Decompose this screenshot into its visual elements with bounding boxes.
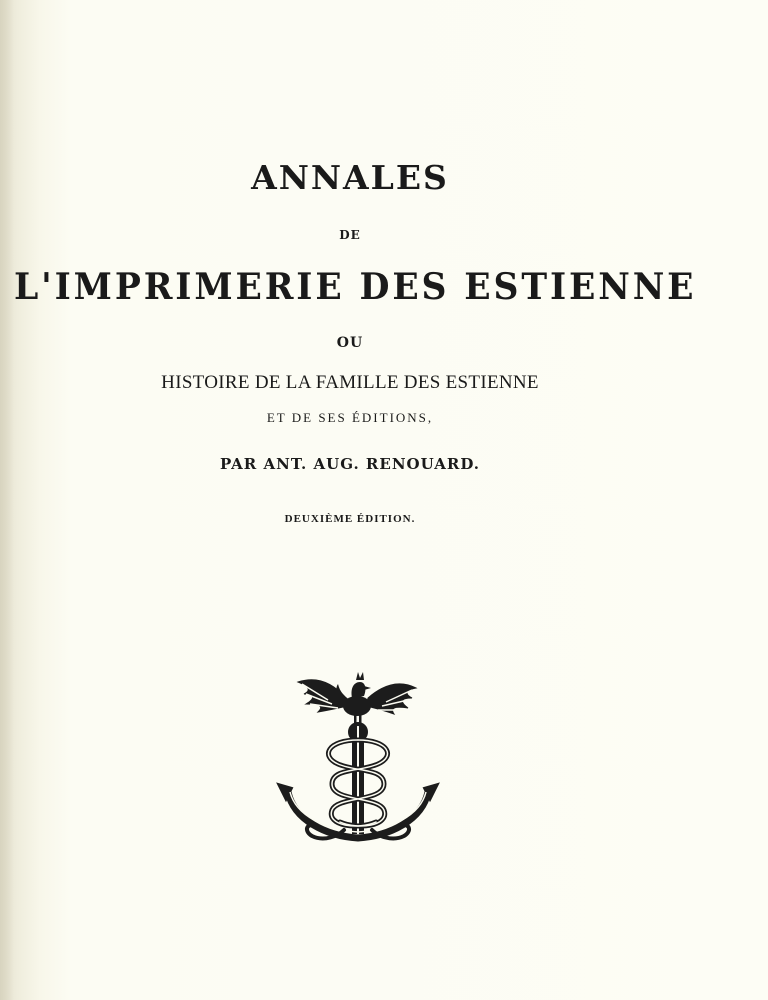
title-ou: OU <box>336 335 364 351</box>
title-annales: ANNALES <box>251 158 449 197</box>
title-de: DE <box>339 228 361 242</box>
subtitle: HISTOIRE DE LA FAMILLE DES ESTIENNE <box>161 372 539 393</box>
author-line: PAR ANT. AUG. RENOUARD. <box>219 455 481 473</box>
subtitle-editions: ET DE SES ÉDITIONS, <box>266 410 434 425</box>
rooster-icon <box>336 672 371 724</box>
printer-mark-icon <box>268 660 448 860</box>
right-wing-icon <box>366 684 416 714</box>
page-gutter <box>0 0 14 1000</box>
main-title: L'IMPRIMERIE DES ESTIENNE <box>14 266 697 308</box>
edition-line: DEUXIÈME ÉDITION. <box>284 513 416 525</box>
